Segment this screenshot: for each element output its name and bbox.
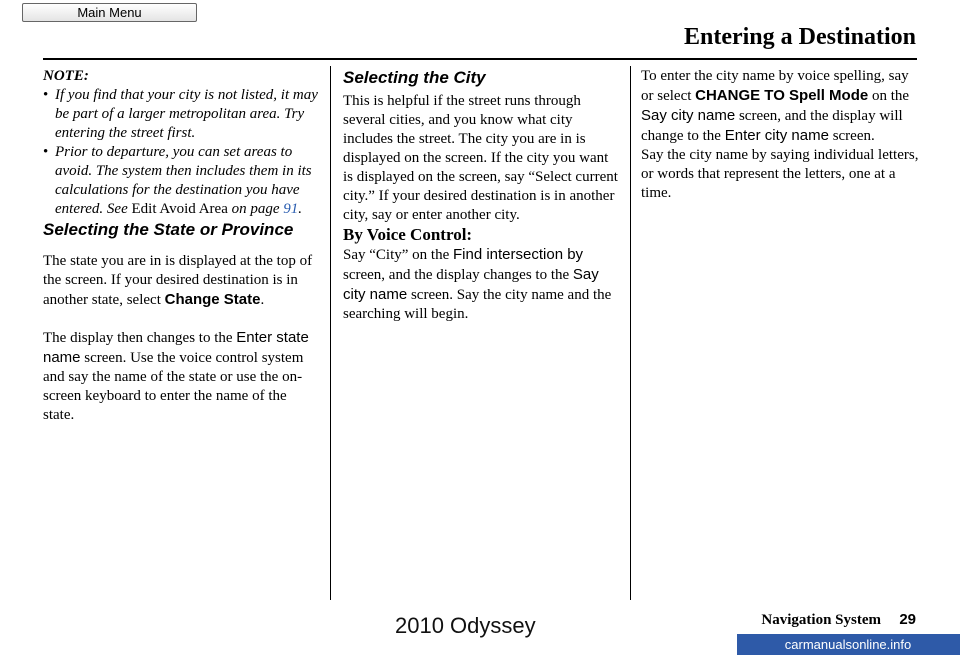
city-p2-b: screen, and the display changes to the [343,267,573,283]
model-watermark: 2010 Odyssey [395,613,536,638]
state-p2-b: screen. Use the voice control system and say the name of the state or use the on-screen keyboard to enter the name of the state. [43,350,304,423]
page-91-link[interactable]: 91 [283,201,299,217]
city-paragraph-1: This is helpful if the street runs through several cities, and you know what city includes the street. The city you are in is displayed on the screen. If the city you want is displayed on the screen, say “Select current city.” If your desired destination is in another city, say or enter another city. [343,93,618,223]
spell-paragraph-1 [641,67,921,146]
column-divider-1 [330,66,331,600]
spell-paragraph-2: Say the city name by saying individual letters, or words that represent the letters, one at a time. [641,147,919,201]
column-divider-2 [630,66,631,600]
column-3 [641,67,921,203]
note-text-1: If you find that your city is not listed, it may be part of a larger metropolitan area. Try entering the street first. [55,87,318,141]
note-list [43,86,318,219]
main-menu-button[interactable]: Main Menu [22,3,197,22]
find-intersection-label: Find intersection by [452,246,584,263]
city-p2-a: Say “City” on the [343,247,453,263]
page-number: 29 [899,611,916,628]
voice-control-title: By Voice Control: [343,225,473,244]
footer-label: Navigation System [761,612,881,628]
section-title-state: Selecting the State or Province [43,220,294,239]
enter-city-name-label: Enter city name [724,127,829,144]
state-p1-text: The state you are in is displayed at the top of the screen. If your desired destination is in another state, select [43,253,313,308]
note-period: . [298,201,303,217]
bullet-icon: • [43,87,49,103]
state-paragraph-1 [43,252,318,310]
change-to-spell-mode-label: CHANGE TO Spell Mode [695,87,869,104]
column-2 [343,67,619,324]
spell-p1-b: on the [868,88,910,104]
state-p1-end: . [260,292,265,308]
page-title: Entering a Destination [683,24,916,50]
note-text-2: Prior to departure, you can set areas to avoid. The system then includes them in its calculations for the destination you have entered. See [55,144,312,217]
note-item-2 [43,143,318,219]
section-title-city: Selecting the City [343,68,486,87]
note-item-1 [43,86,318,143]
spell-p1-a: To enter the city name by voice spelling, say or select [641,68,909,104]
spell-p1-c: screen, and the display will change to the [641,108,903,144]
change-state-label: Change State [164,291,261,308]
city-p2-c: screen. Say the city name and the searching will begin. [343,287,612,322]
enter-state-name-label: Enter state name [43,329,309,366]
edit-avoid-area-ref: Edit Avoid Area [131,201,228,217]
site-logo-watermark [737,634,960,655]
column-1 [43,67,318,425]
note-label: NOTE: [43,68,89,84]
header-divider [43,58,917,60]
bullet-icon: • [43,144,49,160]
state-paragraph-2 [43,328,318,425]
say-city-name-label: Say city name [343,266,599,303]
state-p2-a: The display then changes to the [43,330,237,346]
on-page-text: on page [227,201,284,217]
say-city-name-screen-label: Say city name [641,107,736,124]
spell-p1-d: screen. [828,128,875,144]
logo-text: carmanualsonline.info [784,637,912,652]
city-paragraph-2 [343,245,619,324]
